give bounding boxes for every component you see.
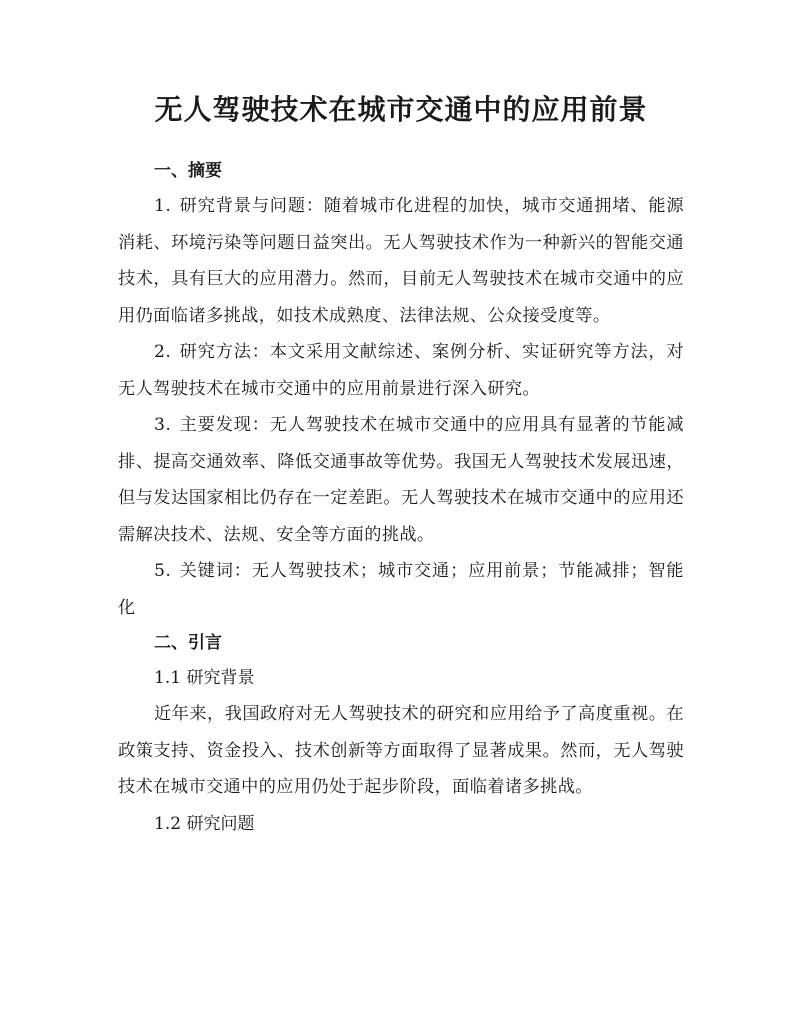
item-text: 关键词：无人驾驶技术；城市交通；应用前景；节能减排；智能化 [118, 561, 684, 618]
abstract-item-keywords [118, 553, 684, 626]
intro-heading: 二、引言 [154, 633, 222, 653]
document-page [118, 88, 684, 842]
subsection-heading-question: 1.2 研究问题 [154, 813, 255, 834]
abstract-item-1 [118, 188, 684, 334]
item-number: 1. [154, 196, 172, 216]
item-text: 主要发现：无人驾驶技术在城市交通中的应用具有显著的节能减排、提高交通效率、降低交通事故等优势。我国无人驾驶技术发展迅速，但与发达国家相比仍存在一定差距。无人驾驶技术在城市交通中的应用还需解决技术、法规、安全等方面的挑战。 [118, 415, 684, 545]
document-title: 无人驾驶技术在城市交通中的应用前景 [154, 93, 648, 126]
subsection-heading-background: 1.1 研究背景 [154, 668, 255, 688]
abstract-item-2 [118, 334, 684, 407]
item-text: 研究方法：本文采用文献综述、案例分析、实证研究等方法，对无人驾驶技术在城市交通中的应用前景进行深入研究。 [118, 342, 684, 399]
background-paragraph: 近年来，我国政府对无人驾驶技术的研究和应用给予了高度重视。在政策支持、资金投入、技术创新等方面取得了显著成果。然而，无人驾驶技术在城市交通中的应用仍处于起步阶段，面临着诸多挑战。 [118, 704, 684, 797]
abstract-heading: 一、摘要 [154, 161, 222, 181]
item-number: 5. [154, 561, 172, 581]
item-number: 3. [154, 415, 172, 435]
item-number: 2. [154, 342, 172, 362]
item-text: 研究背景与问题：随着城市化进程的加快，城市交通拥堵、能源消耗、环境污染等问题日益突出。无人驾驶技术作为一种新兴的智能交通技术，具有巨大的应用潜力。然而，目前无人驾驶技术在城市交通中的应用仍面临诸多挑战，如技术成熟度、法律法规、公众接受度等。 [118, 196, 684, 326]
abstract-item-3 [118, 407, 684, 553]
